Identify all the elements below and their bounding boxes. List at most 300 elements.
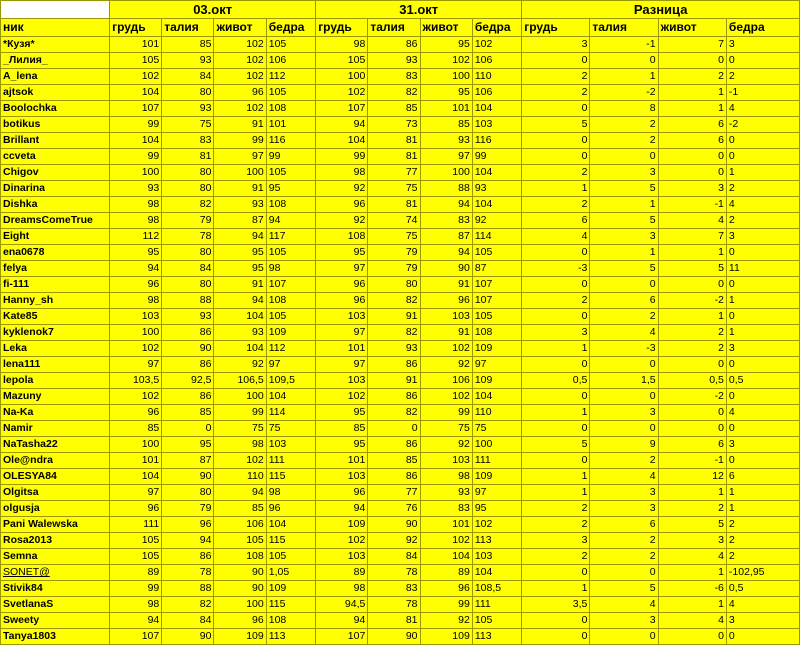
diff-value-cell[interactable]: 4 bbox=[726, 597, 799, 613]
d1-value-cell[interactable]: 105 bbox=[266, 245, 315, 261]
nick-cell[interactable]: botikus bbox=[1, 117, 110, 133]
nick-cell[interactable]: ajtsok bbox=[1, 85, 110, 101]
d1-value-cell[interactable]: 98 bbox=[110, 197, 162, 213]
d1-value-cell[interactable]: 105 bbox=[214, 533, 266, 549]
d1-value-cell[interactable]: 95 bbox=[162, 437, 214, 453]
header-belly[interactable]: живот bbox=[420, 19, 472, 37]
d2-value-cell[interactable]: 104 bbox=[472, 101, 521, 117]
diff-value-cell[interactable]: 2 bbox=[658, 341, 726, 357]
d2-value-cell[interactable]: 97 bbox=[472, 485, 521, 501]
diff-value-cell[interactable]: -6 bbox=[658, 581, 726, 597]
d2-value-cell[interactable]: 103 bbox=[420, 309, 472, 325]
diff-value-cell[interactable]: 4 bbox=[726, 197, 799, 213]
d2-value-cell[interactable]: 91 bbox=[420, 277, 472, 293]
d1-value-cell[interactable]: 100 bbox=[214, 597, 266, 613]
d2-value-cell[interactable]: 109 bbox=[472, 341, 521, 357]
diff-value-cell[interactable]: 0 bbox=[726, 421, 799, 437]
d2-value-cell[interactable]: 0 bbox=[368, 421, 420, 437]
diff-value-cell[interactable]: 2 bbox=[590, 549, 658, 565]
diff-value-cell[interactable]: 4 bbox=[658, 213, 726, 229]
diff-value-cell[interactable]: 1 bbox=[590, 245, 658, 261]
d1-value-cell[interactable]: 80 bbox=[162, 245, 214, 261]
d1-value-cell[interactable]: 75 bbox=[162, 117, 214, 133]
d1-value-cell[interactable]: 104 bbox=[214, 309, 266, 325]
d2-value-cell[interactable]: 95 bbox=[420, 37, 472, 53]
d1-value-cell[interactable]: 105 bbox=[266, 37, 315, 53]
d2-value-cell[interactable]: 85 bbox=[368, 101, 420, 117]
d1-value-cell[interactable]: 94 bbox=[110, 613, 162, 629]
nick-cell[interactable]: lena111 bbox=[1, 357, 110, 373]
d1-value-cell[interactable]: 90 bbox=[214, 581, 266, 597]
d2-value-cell[interactable]: 104 bbox=[316, 133, 368, 149]
d2-value-cell[interactable]: 90 bbox=[368, 629, 420, 645]
diff-value-cell[interactable]: 6 bbox=[590, 293, 658, 309]
d2-value-cell[interactable]: 96 bbox=[420, 581, 472, 597]
d1-value-cell[interactable]: 94 bbox=[266, 213, 315, 229]
d1-value-cell[interactable]: 108 bbox=[266, 613, 315, 629]
d1-value-cell[interactable]: 107 bbox=[266, 277, 315, 293]
diff-value-cell[interactable]: 6 bbox=[590, 517, 658, 533]
diff-value-cell[interactable]: 0 bbox=[522, 149, 590, 165]
d1-value-cell[interactable]: 102 bbox=[214, 453, 266, 469]
diff-value-cell[interactable]: 0 bbox=[590, 357, 658, 373]
d1-value-cell[interactable]: 92,5 bbox=[162, 373, 214, 389]
diff-value-cell[interactable]: 4 bbox=[658, 549, 726, 565]
d1-value-cell[interactable]: 100 bbox=[110, 325, 162, 341]
diff-value-cell[interactable]: 4 bbox=[726, 405, 799, 421]
d2-value-cell[interactable]: 100 bbox=[472, 437, 521, 453]
diff-value-cell[interactable]: 0 bbox=[522, 613, 590, 629]
d1-value-cell[interactable]: 81 bbox=[162, 149, 214, 165]
d1-value-cell[interactable]: 96 bbox=[110, 405, 162, 421]
d1-value-cell[interactable]: 104 bbox=[266, 389, 315, 405]
d2-value-cell[interactable]: 85 bbox=[420, 117, 472, 133]
nick-header[interactable]: ник bbox=[1, 19, 110, 37]
d2-value-cell[interactable]: 77 bbox=[368, 165, 420, 181]
diff-value-cell[interactable]: -2 bbox=[658, 293, 726, 309]
diff-value-cell[interactable]: 0 bbox=[658, 357, 726, 373]
diff-value-cell[interactable]: 1 bbox=[590, 69, 658, 85]
d1-value-cell[interactable]: 85 bbox=[110, 421, 162, 437]
d2-value-cell[interactable]: 92 bbox=[420, 613, 472, 629]
diff-value-cell[interactable]: 0 bbox=[726, 389, 799, 405]
d2-value-cell[interactable]: 102 bbox=[316, 389, 368, 405]
d2-value-cell[interactable]: 102 bbox=[420, 533, 472, 549]
d2-value-cell[interactable]: 102 bbox=[316, 533, 368, 549]
d1-value-cell[interactable]: 80 bbox=[162, 485, 214, 501]
d2-value-cell[interactable]: 85 bbox=[316, 421, 368, 437]
diff-value-cell[interactable]: 4 bbox=[590, 469, 658, 485]
group-difference[interactable]: Разница bbox=[522, 1, 800, 19]
d1-value-cell[interactable]: 111 bbox=[266, 453, 315, 469]
d2-value-cell[interactable]: 111 bbox=[472, 597, 521, 613]
d2-value-cell[interactable]: 99 bbox=[472, 149, 521, 165]
nick-cell[interactable]: Brillant bbox=[1, 133, 110, 149]
d2-value-cell[interactable]: 103 bbox=[316, 309, 368, 325]
d1-value-cell[interactable]: 96 bbox=[214, 613, 266, 629]
diff-value-cell[interactable]: 1 bbox=[726, 165, 799, 181]
d2-value-cell[interactable]: 98 bbox=[316, 37, 368, 53]
diff-value-cell[interactable]: 1 bbox=[658, 597, 726, 613]
d1-value-cell[interactable]: 93 bbox=[162, 53, 214, 69]
nick-cell[interactable]: ccveta bbox=[1, 149, 110, 165]
d1-value-cell[interactable]: 107 bbox=[110, 629, 162, 645]
d2-value-cell[interactable]: 113 bbox=[472, 533, 521, 549]
d1-value-cell[interactable]: 115 bbox=[266, 469, 315, 485]
nick-cell[interactable]: Olgitsa bbox=[1, 485, 110, 501]
d2-value-cell[interactable]: 104 bbox=[420, 549, 472, 565]
diff-value-cell[interactable]: 2 bbox=[726, 181, 799, 197]
d1-value-cell[interactable]: 111 bbox=[110, 517, 162, 533]
group-date-1[interactable]: 03.окт bbox=[110, 1, 316, 19]
d2-value-cell[interactable]: 86 bbox=[368, 389, 420, 405]
d1-value-cell[interactable]: 97 bbox=[214, 149, 266, 165]
d2-value-cell[interactable]: 86 bbox=[368, 357, 420, 373]
d1-value-cell[interactable]: 91 bbox=[214, 277, 266, 293]
diff-value-cell[interactable]: 4 bbox=[726, 101, 799, 117]
diff-value-cell[interactable]: 0 bbox=[522, 53, 590, 69]
d2-value-cell[interactable]: 101 bbox=[316, 341, 368, 357]
d1-value-cell[interactable]: 115 bbox=[266, 597, 315, 613]
d1-value-cell[interactable]: 99 bbox=[266, 149, 315, 165]
nick-cell[interactable]: Dinarina bbox=[1, 181, 110, 197]
d1-value-cell[interactable]: 97 bbox=[110, 357, 162, 373]
d2-value-cell[interactable]: 83 bbox=[368, 581, 420, 597]
d2-value-cell[interactable]: 94 bbox=[420, 197, 472, 213]
d1-value-cell[interactable]: 96 bbox=[162, 517, 214, 533]
d1-value-cell[interactable]: 93 bbox=[162, 309, 214, 325]
d1-value-cell[interactable]: 84 bbox=[162, 613, 214, 629]
diff-value-cell[interactable]: 3 bbox=[658, 181, 726, 197]
d1-value-cell[interactable]: 105 bbox=[266, 549, 315, 565]
d1-value-cell[interactable]: 80 bbox=[162, 277, 214, 293]
diff-value-cell[interactable]: 1 bbox=[522, 485, 590, 501]
d1-value-cell[interactable]: 116 bbox=[266, 133, 315, 149]
diff-value-cell[interactable]: 1 bbox=[522, 405, 590, 421]
diff-value-cell[interactable]: 2 bbox=[726, 213, 799, 229]
diff-value-cell[interactable]: 0 bbox=[726, 53, 799, 69]
d2-value-cell[interactable]: 93 bbox=[420, 485, 472, 501]
d1-value-cell[interactable]: 104 bbox=[110, 469, 162, 485]
diff-value-cell[interactable]: 0 bbox=[726, 309, 799, 325]
diff-value-cell[interactable]: 0 bbox=[522, 389, 590, 405]
diff-value-cell[interactable]: 2 bbox=[522, 165, 590, 181]
d1-value-cell[interactable]: 103,5 bbox=[110, 373, 162, 389]
header-chest[interactable]: грудь bbox=[522, 19, 590, 37]
diff-value-cell[interactable]: 2 bbox=[590, 309, 658, 325]
d1-value-cell[interactable]: 99 bbox=[110, 117, 162, 133]
d2-value-cell[interactable]: 77 bbox=[368, 485, 420, 501]
d1-value-cell[interactable]: 105 bbox=[266, 85, 315, 101]
diff-value-cell[interactable]: 0,5 bbox=[726, 581, 799, 597]
d2-value-cell[interactable]: 91 bbox=[368, 309, 420, 325]
d1-value-cell[interactable]: 85 bbox=[214, 501, 266, 517]
d1-value-cell[interactable]: 95 bbox=[266, 181, 315, 197]
d1-value-cell[interactable]: 85 bbox=[162, 37, 214, 53]
d2-value-cell[interactable]: 111 bbox=[472, 453, 521, 469]
d2-value-cell[interactable]: 93 bbox=[472, 181, 521, 197]
diff-value-cell[interactable]: 2 bbox=[726, 549, 799, 565]
d2-value-cell[interactable]: 107 bbox=[316, 629, 368, 645]
d2-value-cell[interactable]: 83 bbox=[420, 213, 472, 229]
d1-value-cell[interactable]: 85 bbox=[162, 405, 214, 421]
d2-value-cell[interactable]: 96 bbox=[316, 277, 368, 293]
d1-value-cell[interactable]: 94 bbox=[162, 533, 214, 549]
diff-value-cell[interactable]: 3 bbox=[522, 325, 590, 341]
d2-value-cell[interactable]: 92 bbox=[420, 437, 472, 453]
d1-value-cell[interactable]: 109,5 bbox=[266, 373, 315, 389]
d1-value-cell[interactable]: 100 bbox=[110, 165, 162, 181]
d1-value-cell[interactable]: 80 bbox=[162, 181, 214, 197]
diff-value-cell[interactable]: 3 bbox=[726, 437, 799, 453]
d2-value-cell[interactable]: 73 bbox=[368, 117, 420, 133]
corner-cell[interactable] bbox=[1, 1, 110, 19]
d1-value-cell[interactable]: 98 bbox=[110, 213, 162, 229]
d2-value-cell[interactable]: 90 bbox=[420, 261, 472, 277]
d1-value-cell[interactable]: 96 bbox=[266, 501, 315, 517]
nick-cell[interactable]: Stivik84 bbox=[1, 581, 110, 597]
diff-value-cell[interactable]: 5 bbox=[590, 213, 658, 229]
d1-value-cell[interactable]: 86 bbox=[162, 549, 214, 565]
diff-value-cell[interactable]: 2 bbox=[590, 117, 658, 133]
d1-value-cell[interactable]: 115 bbox=[266, 533, 315, 549]
d2-value-cell[interactable]: 94 bbox=[420, 245, 472, 261]
d1-value-cell[interactable]: 86 bbox=[162, 357, 214, 373]
d2-value-cell[interactable]: 92 bbox=[420, 357, 472, 373]
d2-value-cell[interactable]: 78 bbox=[368, 597, 420, 613]
nick-link[interactable]: SONET@ bbox=[1, 565, 110, 581]
d1-value-cell[interactable]: 90 bbox=[162, 341, 214, 357]
d2-value-cell[interactable]: 99 bbox=[420, 405, 472, 421]
nick-cell[interactable]: Mazuny bbox=[1, 389, 110, 405]
d1-value-cell[interactable]: 99 bbox=[110, 149, 162, 165]
nick-cell[interactable]: OLESYA84 bbox=[1, 469, 110, 485]
d2-value-cell[interactable]: 76 bbox=[368, 501, 420, 517]
d1-value-cell[interactable]: 95 bbox=[110, 245, 162, 261]
diff-value-cell[interactable]: 0 bbox=[726, 357, 799, 373]
d2-value-cell[interactable]: 96 bbox=[316, 197, 368, 213]
d1-value-cell[interactable]: 102 bbox=[110, 389, 162, 405]
d1-value-cell[interactable]: 102 bbox=[214, 101, 266, 117]
d2-value-cell[interactable]: 93 bbox=[368, 341, 420, 357]
diff-value-cell[interactable]: 9 bbox=[590, 437, 658, 453]
diff-value-cell[interactable]: 3 bbox=[590, 501, 658, 517]
d1-value-cell[interactable]: 89 bbox=[110, 565, 162, 581]
d1-value-cell[interactable]: 88 bbox=[162, 581, 214, 597]
diff-value-cell[interactable]: 1 bbox=[658, 101, 726, 117]
d1-value-cell[interactable]: 96 bbox=[110, 501, 162, 517]
nick-cell[interactable]: fi-111 bbox=[1, 277, 110, 293]
d1-value-cell[interactable]: 100 bbox=[214, 165, 266, 181]
diff-value-cell[interactable]: 0 bbox=[726, 133, 799, 149]
d2-value-cell[interactable]: 102 bbox=[472, 517, 521, 533]
d2-value-cell[interactable]: 106 bbox=[472, 53, 521, 69]
nick-cell[interactable]: Pani Walewska bbox=[1, 517, 110, 533]
d1-value-cell[interactable]: 101 bbox=[110, 453, 162, 469]
header-hips[interactable]: бедра bbox=[726, 19, 799, 37]
d1-value-cell[interactable]: 103 bbox=[266, 437, 315, 453]
diff-value-cell[interactable]: 2 bbox=[522, 197, 590, 213]
diff-value-cell[interactable]: 0 bbox=[658, 149, 726, 165]
d2-value-cell[interactable]: 108 bbox=[316, 229, 368, 245]
diff-value-cell[interactable]: 0 bbox=[522, 629, 590, 645]
diff-value-cell[interactable]: 3 bbox=[590, 485, 658, 501]
d2-value-cell[interactable]: 94 bbox=[316, 613, 368, 629]
d2-value-cell[interactable]: 105 bbox=[316, 53, 368, 69]
d1-value-cell[interactable]: 112 bbox=[266, 341, 315, 357]
d2-value-cell[interactable]: 81 bbox=[368, 133, 420, 149]
d1-value-cell[interactable]: 114 bbox=[266, 405, 315, 421]
d2-value-cell[interactable]: 97 bbox=[316, 261, 368, 277]
diff-value-cell[interactable]: 0 bbox=[590, 53, 658, 69]
d1-value-cell[interactable]: 94 bbox=[110, 261, 162, 277]
group-date-2[interactable]: 31.окт bbox=[316, 1, 522, 19]
diff-value-cell[interactable]: 2 bbox=[726, 533, 799, 549]
d2-value-cell[interactable]: 108 bbox=[472, 325, 521, 341]
d2-value-cell[interactable]: 88 bbox=[420, 181, 472, 197]
d1-value-cell[interactable]: 94 bbox=[214, 229, 266, 245]
diff-value-cell[interactable]: 2 bbox=[658, 69, 726, 85]
d2-value-cell[interactable]: 82 bbox=[368, 325, 420, 341]
d2-value-cell[interactable]: 100 bbox=[316, 69, 368, 85]
d1-value-cell[interactable]: 101 bbox=[266, 117, 315, 133]
d1-value-cell[interactable]: 90 bbox=[162, 629, 214, 645]
d2-value-cell[interactable]: 75 bbox=[420, 421, 472, 437]
diff-value-cell[interactable]: 6 bbox=[522, 213, 590, 229]
d1-value-cell[interactable]: 110 bbox=[214, 469, 266, 485]
d1-value-cell[interactable]: 86 bbox=[162, 389, 214, 405]
diff-value-cell[interactable]: 1 bbox=[658, 245, 726, 261]
diff-value-cell[interactable]: 0 bbox=[658, 405, 726, 421]
header-waist[interactable]: талия bbox=[162, 19, 214, 37]
d1-value-cell[interactable]: 105 bbox=[266, 309, 315, 325]
diff-value-cell[interactable]: 3 bbox=[590, 613, 658, 629]
diff-value-cell[interactable]: 4 bbox=[590, 325, 658, 341]
d1-value-cell[interactable]: 105 bbox=[110, 549, 162, 565]
diff-value-cell[interactable]: 0 bbox=[590, 389, 658, 405]
diff-value-cell[interactable]: 6 bbox=[658, 133, 726, 149]
diff-value-cell[interactable]: -2 bbox=[658, 389, 726, 405]
diff-value-cell[interactable]: 3,5 bbox=[522, 597, 590, 613]
diff-value-cell[interactable]: 7 bbox=[658, 37, 726, 53]
d1-value-cell[interactable]: 105 bbox=[110, 533, 162, 549]
diff-value-cell[interactable]: 0 bbox=[522, 453, 590, 469]
d2-value-cell[interactable]: 109 bbox=[420, 629, 472, 645]
diff-value-cell[interactable]: -1 bbox=[590, 37, 658, 53]
d1-value-cell[interactable]: 98 bbox=[266, 485, 315, 501]
d2-value-cell[interactable]: 79 bbox=[368, 245, 420, 261]
diff-value-cell[interactable]: -3 bbox=[590, 341, 658, 357]
d2-value-cell[interactable]: 90 bbox=[368, 517, 420, 533]
nick-cell[interactable]: Leka bbox=[1, 341, 110, 357]
d1-value-cell[interactable]: 90 bbox=[162, 469, 214, 485]
d2-value-cell[interactable]: 108,5 bbox=[472, 581, 521, 597]
diff-value-cell[interactable]: 0 bbox=[590, 421, 658, 437]
diff-value-cell[interactable]: 11 bbox=[726, 261, 799, 277]
d2-value-cell[interactable]: 99 bbox=[316, 149, 368, 165]
diff-value-cell[interactable]: 8 bbox=[590, 101, 658, 117]
diff-value-cell[interactable]: 5 bbox=[590, 581, 658, 597]
diff-value-cell[interactable]: 3 bbox=[590, 165, 658, 181]
d1-value-cell[interactable]: 84 bbox=[162, 261, 214, 277]
diff-value-cell[interactable]: 2 bbox=[726, 517, 799, 533]
header-belly[interactable]: живот bbox=[658, 19, 726, 37]
diff-value-cell[interactable]: 0 bbox=[522, 133, 590, 149]
diff-value-cell[interactable]: 0 bbox=[590, 629, 658, 645]
d2-value-cell[interactable]: 92 bbox=[316, 213, 368, 229]
d2-value-cell[interactable]: 96 bbox=[420, 293, 472, 309]
d2-value-cell[interactable]: 95 bbox=[420, 85, 472, 101]
d2-value-cell[interactable]: 106 bbox=[420, 373, 472, 389]
d2-value-cell[interactable]: 95 bbox=[316, 405, 368, 421]
header-waist[interactable]: талия bbox=[368, 19, 420, 37]
d1-value-cell[interactable]: 106 bbox=[266, 53, 315, 69]
d2-value-cell[interactable]: 102 bbox=[472, 37, 521, 53]
d1-value-cell[interactable]: 98 bbox=[110, 597, 162, 613]
d1-value-cell[interactable]: 1,05 bbox=[266, 565, 315, 581]
d1-value-cell[interactable]: 75 bbox=[214, 421, 266, 437]
diff-value-cell[interactable]: 0 bbox=[522, 565, 590, 581]
diff-value-cell[interactable]: 3 bbox=[726, 613, 799, 629]
d1-value-cell[interactable]: 97 bbox=[266, 357, 315, 373]
header-waist[interactable]: талия bbox=[590, 19, 658, 37]
d2-value-cell[interactable]: 94 bbox=[316, 501, 368, 517]
d2-value-cell[interactable]: 114 bbox=[472, 229, 521, 245]
d2-value-cell[interactable]: 92 bbox=[368, 533, 420, 549]
diff-value-cell[interactable]: -2 bbox=[726, 117, 799, 133]
diff-value-cell[interactable]: 2 bbox=[590, 453, 658, 469]
diff-value-cell[interactable]: 0 bbox=[522, 357, 590, 373]
diff-value-cell[interactable]: 1 bbox=[726, 501, 799, 517]
diff-value-cell[interactable]: 1 bbox=[658, 485, 726, 501]
d1-value-cell[interactable]: 98 bbox=[110, 293, 162, 309]
d1-value-cell[interactable]: 108 bbox=[266, 101, 315, 117]
d2-value-cell[interactable]: 107 bbox=[472, 293, 521, 309]
d1-value-cell[interactable]: 75 bbox=[266, 421, 315, 437]
diff-value-cell[interactable]: 0 bbox=[726, 245, 799, 261]
diff-value-cell[interactable]: 0,5 bbox=[726, 373, 799, 389]
nick-cell[interactable]: Semna bbox=[1, 549, 110, 565]
d2-value-cell[interactable]: 82 bbox=[368, 405, 420, 421]
d2-value-cell[interactable]: 96 bbox=[316, 293, 368, 309]
d1-value-cell[interactable]: 80 bbox=[162, 85, 214, 101]
d1-value-cell[interactable]: 104 bbox=[110, 133, 162, 149]
diff-value-cell[interactable]: 0 bbox=[590, 149, 658, 165]
d1-value-cell[interactable]: 101 bbox=[110, 37, 162, 53]
d2-value-cell[interactable]: 99 bbox=[420, 597, 472, 613]
d1-value-cell[interactable]: 87 bbox=[214, 213, 266, 229]
header-chest[interactable]: грудь bbox=[110, 19, 162, 37]
d1-value-cell[interactable]: 102 bbox=[110, 341, 162, 357]
d1-value-cell[interactable]: 96 bbox=[110, 277, 162, 293]
d1-value-cell[interactable]: 95 bbox=[214, 245, 266, 261]
diff-value-cell[interactable]: 0 bbox=[726, 453, 799, 469]
d2-value-cell[interactable]: 107 bbox=[472, 277, 521, 293]
diff-value-cell[interactable]: 0 bbox=[590, 565, 658, 581]
diff-value-cell[interactable]: 5 bbox=[522, 437, 590, 453]
diff-value-cell[interactable]: 0 bbox=[658, 53, 726, 69]
diff-value-cell[interactable]: 3 bbox=[726, 341, 799, 357]
d2-value-cell[interactable]: 103 bbox=[420, 453, 472, 469]
nick-cell[interactable]: Sweety bbox=[1, 613, 110, 629]
d2-value-cell[interactable]: 104 bbox=[472, 565, 521, 581]
diff-value-cell[interactable]: -1 bbox=[658, 453, 726, 469]
nick-cell[interactable]: SvetlanaS bbox=[1, 597, 110, 613]
diff-value-cell[interactable]: 3 bbox=[590, 229, 658, 245]
nick-cell[interactable]: Eight bbox=[1, 229, 110, 245]
d2-value-cell[interactable]: 75 bbox=[472, 421, 521, 437]
diff-value-cell[interactable]: 0 bbox=[658, 165, 726, 181]
